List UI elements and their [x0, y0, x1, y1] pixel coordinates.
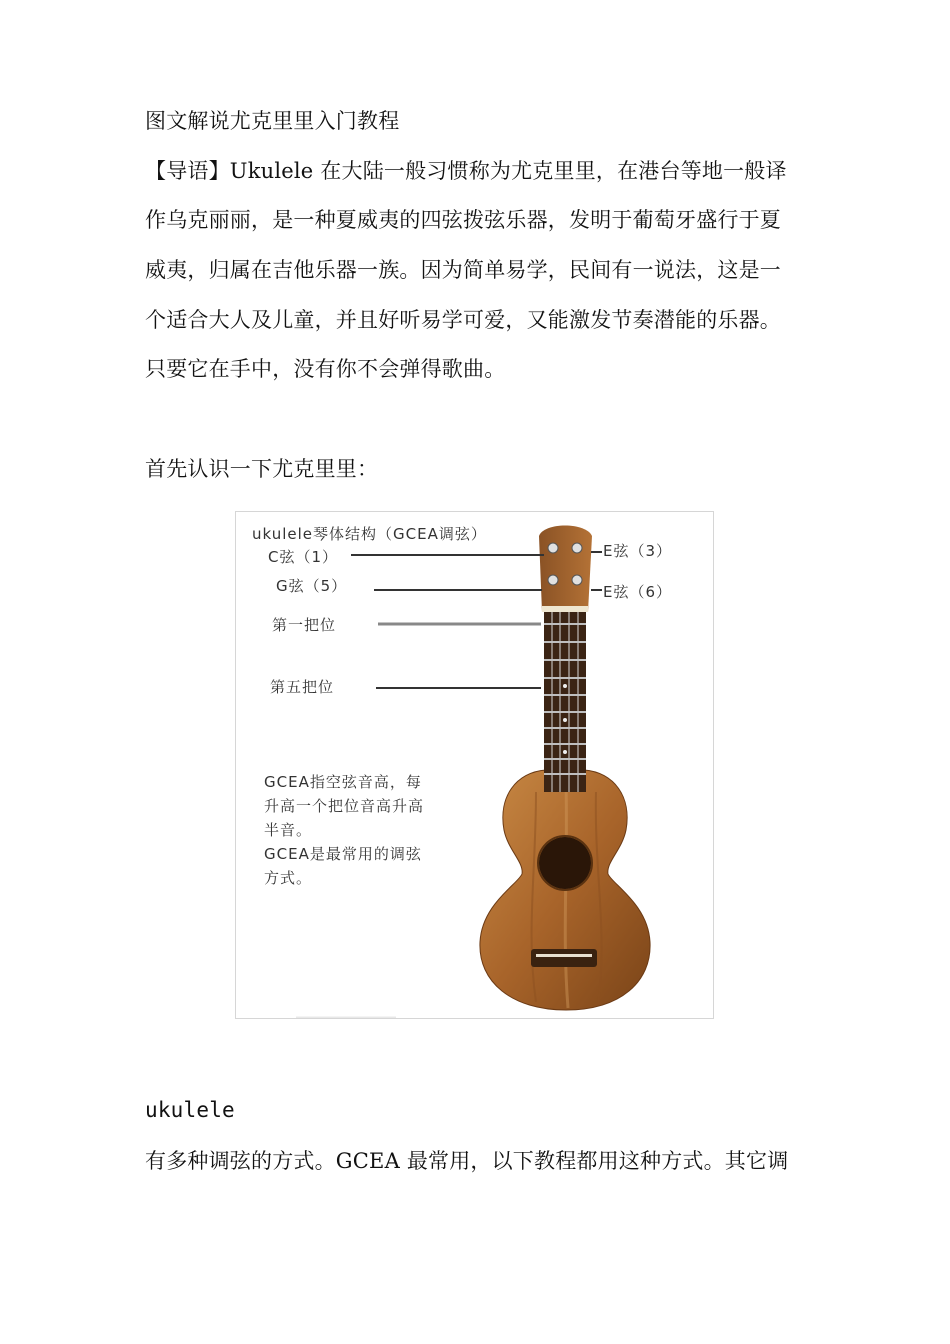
e-string-label: E弦（3）	[603, 542, 673, 560]
headstock	[539, 526, 592, 613]
tuning-peg	[548, 543, 558, 553]
intro-line-2: 作乌克丽丽，是一种夏威夷的四弦拨弦乐器，发明于葡萄牙盛行于夏	[145, 208, 781, 232]
bridge	[531, 949, 597, 967]
ukulele-diagram	[235, 511, 714, 1019]
tuning-paragraph-line: 有多种调弦的方式。GCEA 最常用，以下教程都用这种方式。其它调	[145, 1149, 789, 1173]
document-title: 图文解说尤克里里入门教程	[145, 109, 400, 133]
section-heading: 首先认识一下尤克里里：	[145, 457, 379, 481]
tuning-note-line: 半音。	[264, 821, 313, 839]
neck	[544, 612, 586, 792]
tuning-note	[264, 770, 479, 890]
c-string-label: C弦（1）	[268, 548, 339, 566]
ukulele-word: ukulele	[145, 1098, 235, 1122]
sound-hole	[539, 837, 591, 889]
tuning-peg	[572, 575, 582, 585]
intro-line-5: 只要它在手中，没有你不会弹得歌曲。	[145, 357, 506, 381]
a-string-label: E弦（6）	[603, 583, 673, 601]
tuning-note-line: 升高一个把位音高升高	[264, 797, 425, 815]
tuning-note-line: 方式。	[264, 869, 313, 887]
g-string-label: G弦（5）	[276, 577, 348, 595]
tuning-peg	[548, 575, 558, 585]
first-fret-label: 第一把位	[272, 616, 337, 634]
tuning-note-line: GCEA指空弦音高，每	[264, 773, 422, 791]
tuning-note-line: GCEA是最常用的调弦	[264, 845, 422, 863]
intro-line-3: 威夷，归属在吉他乐器一族。因为简单易学，民间有一说法，这是一	[145, 258, 781, 282]
diagram-caption: ukulele琴体结构（GCEA调弦）	[252, 525, 487, 543]
intro-line-1: 【导语】Ukulele 在大陆一般习惯称为尤克里里，在港台等地一般译	[145, 159, 787, 183]
tuning-peg	[572, 543, 582, 553]
fifth-fret-label: 第五把位	[270, 678, 335, 696]
intro-line-4: 个适合大人及儿童，并且好听易学可爱，又能激发节奏潜能的乐器。	[145, 308, 781, 332]
